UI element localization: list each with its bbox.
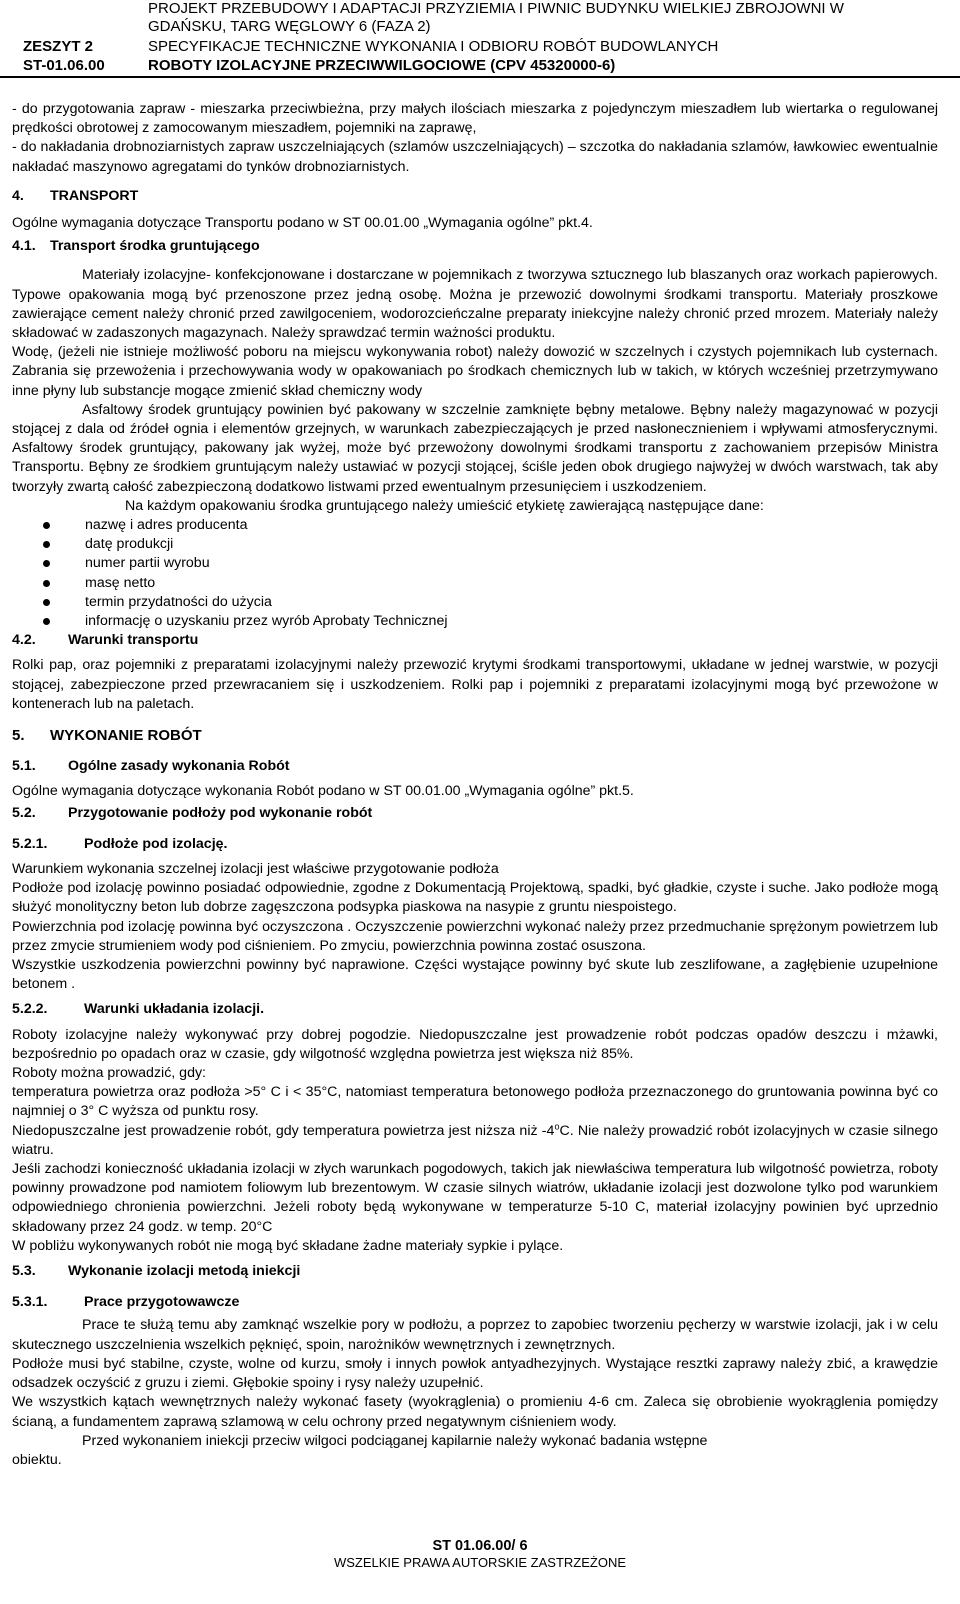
bullet-icon	[43, 541, 50, 548]
section-5-3-heading	[12, 1262, 938, 1281]
document-header	[0, 0, 960, 78]
section-5-2-1-heading	[12, 835, 938, 854]
section-4-1-paragraph-3: Asfaltowy środek gruntujący powinien być pakowany w szczelnie zamknięte bębny metalowe. Bębny należy magazynować w pozycji stojącej z dala od źródeł ognia i elementów grzejnych, w warunkach zabezpieczających je przed nasłonecznieniem i wpływami atmosferycznymi. Asfaltowy środek gruntujący, pakowany jak wyżej, może być przewożony dowolnymi środkami transportu z zachowaniem przepisów Ministra Transportu. Bębny ze środkiem gruntującym należy ustawiać w pozycji stojącej, ściśle jeden obok drugiego najwyżej w dwóch warstwach, tak aby tworzyły zwartą całość zabezpieczoną dodatkowo listwami przed ewentualnym przesunięciem i uszkodzeniem.	[12, 401, 938, 495]
bullet-icon	[43, 580, 50, 587]
section-title: Podłoże pod izolację.	[84, 835, 228, 852]
section-number: 5.3.	[12, 1263, 36, 1280]
section-4-2-heading	[12, 631, 938, 650]
section-number: 5.2.	[12, 804, 36, 821]
section-4-general: Ogólne wymagania dotyczące Transportu podano w ST 00.01.00 „Wymagania ogólne” pkt.4.	[12, 215, 593, 232]
section-5-2-1-paragraph-1: Warunkiem wykonania szczelnej izolacji jest właściwe przygotowanie podłoża	[12, 861, 499, 878]
section-5-2-1-paragraph-3: Powierzchnia pod izolację powinna być oczyszczona . Oczyszczenie powierzchni wykonać należy przez przedmuchanie sprężonym powietrzem lub przez zmycie strumieniem wody pod ciśnieniem. Po zmyciu, powierzchnia powinna zostać osuszona.	[12, 918, 938, 954]
list-item: numer partii wyrobu	[12, 554, 938, 573]
header-section-title: ROBOTY IZOLACYJNE PRZECIWWILGOCIOWE (CPV 45320000-6)	[148, 57, 616, 74]
section-4-2-paragraph-1: Rolki pap, oraz pojemniki z preparatami izolacyjnymi należy przewozić krytymi środkami transportowymi, układane w jednej warstwie, w pozycji stojącej, zabezpieczone przed przewracaniem się i uszkodzeniem. Rolki pap i pojemniki z preparatami izolacyjnymi mogą być przewożone w kontenerach lub na paletach.	[12, 657, 938, 712]
list-item: termin przydatności do użycia	[12, 593, 938, 612]
copyright-notice: WSZELKIE PRAWA AUTORSKIE ZASTRZEŻONE	[333, 1555, 627, 1570]
section-4-1-paragraph-4: Na każdym opakowaniu środka gruntującego należy umieścić etykietę zawierającą następujące dane:	[125, 497, 764, 514]
section-number: 4.1.	[12, 238, 36, 255]
section-5-2-2-paragraph-4: Niedopuszczalne jest prowadzenie robót, gdy temperatura powietrza jest niższa niż -4$^o$C. Nie należy prowadzić robót izolacyjnych w czasie silnego wiatru.	[12, 1120, 939, 1158]
section-title: Przygotowanie podłoży pod wykonanie robót	[68, 804, 373, 821]
header-st-code: ST-01.06.00	[23, 57, 105, 74]
section-5-3-1-paragraph-4: Przed wykonaniem iniekcji przeciw wilgoci podciąganej kapilarnie należy wykonać badania wstępne	[82, 1432, 708, 1449]
section-5-2-2-paragraph-3: temperatura powietrza oraz podłoża >5° C i < 35°C, natomiast temperatura betonowego podłoża przeznaczonego do gruntowania powinna być co najmniej o 3° C wyższa od punktu rosy.	[12, 1084, 938, 1120]
section-title: Wykonanie izolacji metodą iniekcji	[68, 1263, 301, 1280]
section-5-2-2-paragraph-2: Roboty można prowadzić, gdy:	[12, 1065, 206, 1082]
section-number: 5.2.2.	[12, 1001, 48, 1018]
section-5-3-1-paragraph-2: Podłoże musi być stabilne, czyste, wolne od kurzu, smoły i innych powłok antyadhezyjnych. Wystające resztki zaprawy należy zbić, a krawędzie odsadzek oczyścić z gruzu i ziemi. Głębokie spoiny i rysy należy uzupełnić.	[12, 1355, 938, 1392]
section-title: TRANSPORT	[50, 187, 139, 204]
intro-paragraph-2: - do nakładania drobnoziarnistych zapraw uszczelniających (szlamów uszczelniających) – szczotka do nakładania szlamów, ławkowiec ewentualnie nakładać maszynowo agregatami do tynków drobnoziarnistych.	[12, 139, 938, 175]
section-5-2-2-paragraph-6: W pobliżu wykonywanych robót nie mogą być składane żadne materiały sypkie i pylące.	[12, 1237, 564, 1254]
section-number: 5.3.1.	[12, 1294, 48, 1311]
section-number: 4.2.	[12, 632, 36, 649]
bullet-icon	[43, 522, 50, 529]
section-5-3-1-paragraph-1: Prace te służą temu aby zamknąć wszelkie pory w podłożu, a poprzez to zapobiec tworzeniu pęcherzy w warstwie izolacji, jak i w celu skutecznego uszczelnienia wszelkich pęknięć, spoin, narożników wewnętrznych i zewnętrznych.	[12, 1317, 938, 1353]
document-footer	[0, 1537, 960, 1571]
list-item: masę netto	[12, 574, 938, 593]
section-5-1-paragraph-1: Ogólne wymagania dotyczące wykonania Robót podano w ST 00.01.00 „Wymagania ogólne” pkt.5.	[12, 783, 634, 800]
intro-paragraph-1: - do przygotowania zapraw - mieszarka przeciwbieżna, przy małych ilościach mieszarka z pojedynczym mieszadłem lub wiertarka o regulowanej prędkości obrotowej z zamocowanym mieszadłem, pojemniki na zaprawę,	[12, 101, 938, 137]
list-item: datę produkcji	[12, 535, 938, 554]
section-5-2-1-paragraph-2: Podłoże pod izolację powinno posiadać odpowiednie, zgodne z Dokumentacją Projektową, spadki, być gładkie, czyste i suche. Jako podłoże mogą służyć monolityczny beton lub dobrze zagęszczona podsypka piaskowa na nasypie z gruntu niespoistego.	[12, 880, 938, 916]
section-5-3-1-paragraph-3: We wszystkich kątach wewnętrznych należy wykonać fasety (wyokrąglenia) o promieniu 4-6 cm. Zaleca się obrobienie wyokrąglenia pomiędzy ścianą, a fundamentem zaprawą szlamową w celu ochrony przed negatywnym ciśnieniem wody.	[12, 1394, 938, 1430]
section-4-1-heading	[12, 237, 938, 256]
bullet-icon	[43, 618, 50, 625]
section-5-3-1-heading	[12, 1293, 938, 1312]
list-item: nazwę i adres producenta	[12, 516, 938, 535]
section-5-1-heading	[12, 757, 938, 776]
section-5-2-heading	[12, 804, 938, 823]
section-title: Warunki transportu	[68, 632, 199, 649]
section-number: 4.	[12, 187, 24, 204]
section-title: Prace przygotowawcze	[84, 1294, 240, 1311]
section-title: Transport środka gruntującego	[50, 238, 260, 255]
label-data-list	[12, 516, 938, 631]
section-4-heading	[12, 187, 938, 206]
section-number: 5.2.1.	[12, 835, 48, 852]
section-5-3-1-paragraph-5: obiektu.	[12, 1451, 62, 1468]
section-5-heading	[12, 726, 938, 745]
header-project-line-1: PROJEKT PRZEBUDOWY I ADAPTACJI PRZYZIEMIA I PIWNIC BUDYNKU WIELKIEJ ZBROJOWNI W	[148, 0, 844, 17]
section-number: 5.	[12, 727, 25, 744]
header-zeszyt: ZESZYT 2	[23, 38, 94, 55]
section-title: WYKONANIE ROBÓT	[50, 727, 202, 744]
page-number: ST 01.06.00/ 6	[432, 1538, 528, 1554]
section-title: Ogólne zasady wykonania Robót	[68, 758, 290, 775]
section-title: Warunki układania izolacji.	[84, 1001, 265, 1018]
list-item: informację o uzyskaniu przez wyrób Aprobaty Technicznej	[12, 612, 938, 631]
header-project-line-2: GDAŃSKU, TARG WĘGLOWY 6 (FAZA 2)	[148, 18, 431, 35]
section-5-2-2-heading	[12, 1000, 938, 1019]
section-5-2-2-paragraph-1: Roboty izolacyjne należy wykonywać przy dobrej pogodzie. Niedopuszczalne jest prowadzenie robót podczas opadów deszczu i mżawki, bezpośrednio po opadach oraz w czasie, gdy wilgotność względna powietrza jest większa niż 85%.	[12, 1026, 938, 1062]
bullet-icon	[43, 560, 50, 567]
header-spec-line: SPECYFIKACJE TECHNICZNE WYKONANIA I ODBIORU ROBÓT BUDOWLANYCH	[148, 38, 719, 55]
header-rule	[0, 76, 960, 78]
document-body	[12, 100, 938, 1470]
section-4-1-paragraph-1: Materiały izolacyjne- konfekcjonowane i dostarczane w pojemnikach z tworzywa sztucznego lub blaszanych oraz workach papierowych. Typowe opakowania mogą być przenoszone przez jedną osobę. Można je przewozić dowolnymi środkami transportu. Materiały proszkowe zawierające cement należy chronić przed zawilgoceniem, wodorozcieńczalne preparaty iniekcyjne należy chronić przed mrozem. Materiały należy składować w zadaszonych magazynach. Należy sprawdzać termin ważności produktu.	[12, 267, 938, 342]
section-number: 5.1.	[12, 758, 36, 775]
section-4-1-paragraph-2: Wodę, (jeżeli nie istnieje możliwość poboru na miejscu wykonywania robot) należy dowozić w szczelnych i czystych pojemnikach lub cysternach. Zabrania się przewożenia i przechowywania wody w opakowaniach po środkach chemicznych lub w takich, w których wcześniej przetrzymywano inne płyny lub substancje mogące zmienić skład chemiczny wody	[12, 344, 938, 399]
section-5-2-1-paragraph-4: Wszystkie uszkodzenia powierzchni powinny być naprawione. Części wystające powinny być skute lub zeszlifowane, a zagłębienie uzupełnione betonem .	[12, 957, 938, 993]
bullet-icon	[43, 599, 50, 606]
section-5-2-2-paragraph-5: Jeśli zachodzi konieczność układania izolacji w złych warunkach pogodowych, takich jak niewłaściwa temperatura lub wilgotność powietrza, roboty powinny prowadzone pod namiotem foliowym lub brezentowym. W czasie silnych wiatrów, układanie izolacji jest dozwolone tylko pod warunkiem odpowiedniego chronienia powierzchni. Jeżeli roboty będą wykonywane w temperaturze 5-10 C, materiał izolacyjny powinien być uprzednio składowany przez 24 godz. w temp. 20°C	[12, 1161, 938, 1235]
